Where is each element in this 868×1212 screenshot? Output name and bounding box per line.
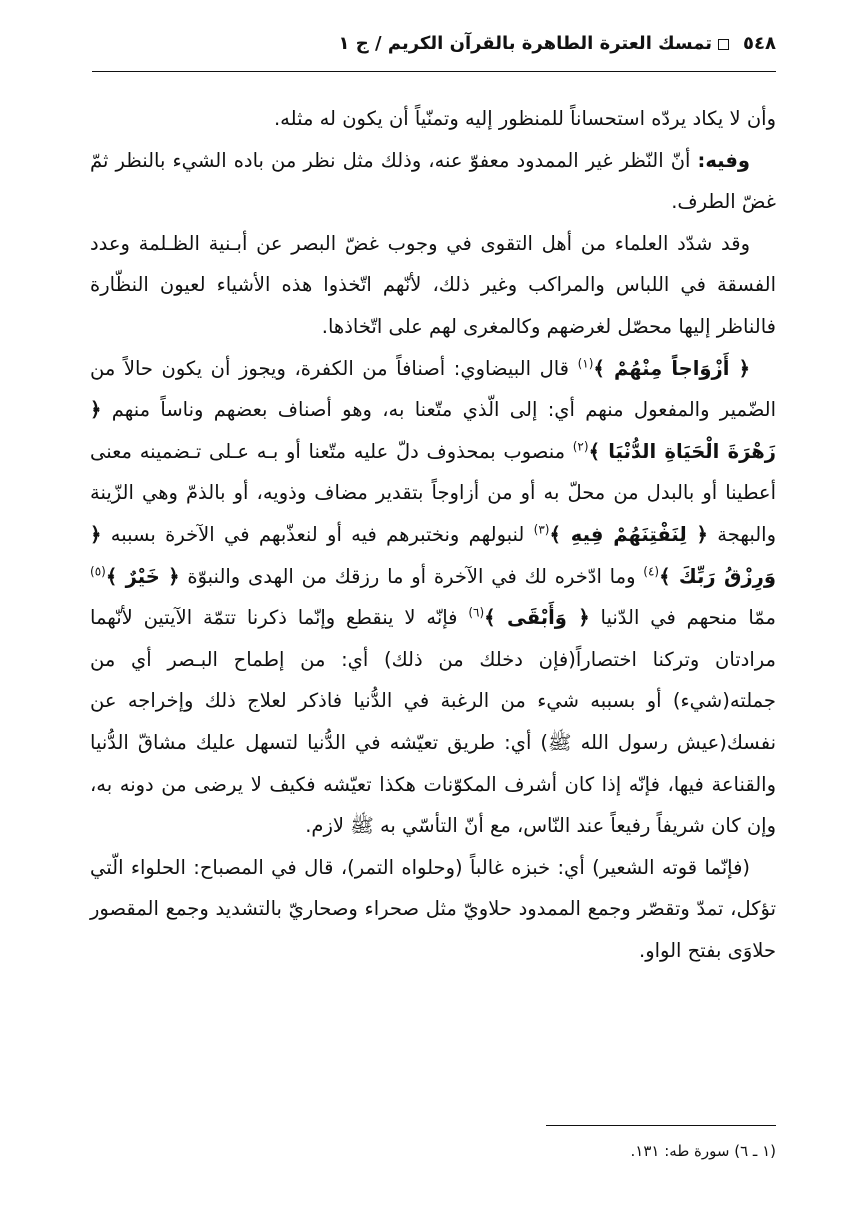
paragraph-4 [90, 348, 776, 847]
footnote-ref[interactable]: (٢) [572, 439, 589, 454]
paragraph-2-text: أنّ النّظر غير الممدود معفوّ عنه، وذلك مثل نظر من باده الشيء بالنظر ثمّ غضّ الطرف. [90, 148, 776, 214]
paragraph-5: (فإنّما قوته الشعير) أي: خبزه غالباً (وحلواه التمر)، قال في المصباح: الحلواء الّتي تؤكل، تمدّ وتقصّر وجمع الممدود حلاويّ مثل صحراء وصحاريّ بالتشديد وجمع المقصور حلاوَى بفتح الواو. [90, 855, 776, 962]
paragraph-4-text: ممّا منحهم في الدّنيا [589, 606, 776, 630]
page-number: ٥٤٨ [743, 33, 776, 54]
paragraph-4-text: قال البيضاوي: أصنافاً من الكفرة، ويجوز أن يكون حالاً من الضّمير والمفعول منهم أي: إلى الّذي متّعنا به، وهو أصناف بعضهم وناساً منهم [90, 356, 776, 422]
footnote-ref[interactable]: (٣) [533, 522, 550, 537]
running-title: تمسك العترة الطاهرة بالقرآن الكريم / ج ١ [338, 33, 713, 54]
quran-quote: ﴿ وَأَبْقَى ﴾ [484, 606, 590, 630]
quran-quote: ﴿ خَيْرٌ ﴾ [105, 564, 180, 588]
main-text [90, 98, 776, 971]
paragraph-3: وقد شدّد العلماء من أهل التقوى في وجوب غضّ البصر عن أبـنية الظـلمة وعدد الفسقة في اللباس والمراكب وغير ذلك، لأنّهم اتّخذوا هذه الأشياء لعيون النظّارة فالناظر إليها محصّل لغرضهم وكالمغرى لهم على اتّخاذها. [90, 231, 776, 338]
square-ornament-icon [718, 39, 729, 50]
paragraph-4-text: فإنّه لا ينقطع وإنّما ذكرنا تتمّة الآيتين لأنّهما مرادتان وتركنا اختصاراً(فإن دخلك من ذلك) أي: من إطماح البـصر أي من جملته(شيء) أو بسببه شيء من الرغبة في الدُّنيا فاذكر لعلاج ذلك وإخراجه عن نفسك(عيش رسول الله ﷺ) أي: طريق تعيّشه في الدُّنيا لتسهل عليك مشاقّ الدُّنيا والقناعة فيها، فإنّه إذا كان أشرف المكوّنات هكذا تعيّشه فكيف لا يرضى من دونه به، وإن كان شريفاً رفيعاً عند النّاس، مع أنّ التأسّي به ﷺ لازم. [90, 606, 776, 838]
footnote-ref[interactable]: (٦) [468, 605, 485, 620]
quran-quote: ﴿ أَزْوَاجاً مِنْهُمْ ﴾ [593, 356, 750, 380]
paragraph-2-label: وفيه: [697, 148, 750, 172]
paragraph-4-text: وما ادّخره لك في الآخرة أو ما رزقك من الهدى والنبوّة [179, 564, 644, 588]
paragraph-1: وأن لا يكاد يردّه استحساناً للمنظور إليه وتمنّياً أن يكون له مثله. [273, 107, 776, 130]
paragraph-2 [90, 140, 776, 223]
footnote-rule [546, 1125, 776, 1126]
footnote-ref[interactable]: (١) [577, 356, 594, 371]
running-header [92, 28, 776, 60]
quran-quote: ﴿ لِنَفْتِنَهُمْ فِيهِ ﴾ [549, 522, 708, 546]
header-rule [92, 71, 776, 72]
footnote-ref[interactable]: (٥) [90, 564, 106, 579]
paragraph-4-text: منصوب بمحذوف دلّ عليه متّعنا أو بـه عـلى تـضمينه معنى أعطينا أو بالبدل من محلّ به أو من أزاوجاً بتقدير مضاف وذويه، أو بالذمّ وهي الزّينة والبهجة [90, 439, 776, 546]
quran-quote: ﴿ وَرِزْقُ رَبِّكَ ﴾ [90, 522, 777, 588]
footnote: (١ ـ ٦) سورة طه: ١٣١. [630, 1142, 776, 1160]
paragraph-4-text: لنبولهم ونختبرهم فيه أو لنعذّبهم في الآخرة بسببه [101, 522, 534, 546]
footnote-ref[interactable]: (٤) [643, 564, 660, 579]
quran-quote: ﴿ زَهْرَةَ الْحَيَاةِ الدُّنْيَا ﴾ [90, 398, 776, 463]
